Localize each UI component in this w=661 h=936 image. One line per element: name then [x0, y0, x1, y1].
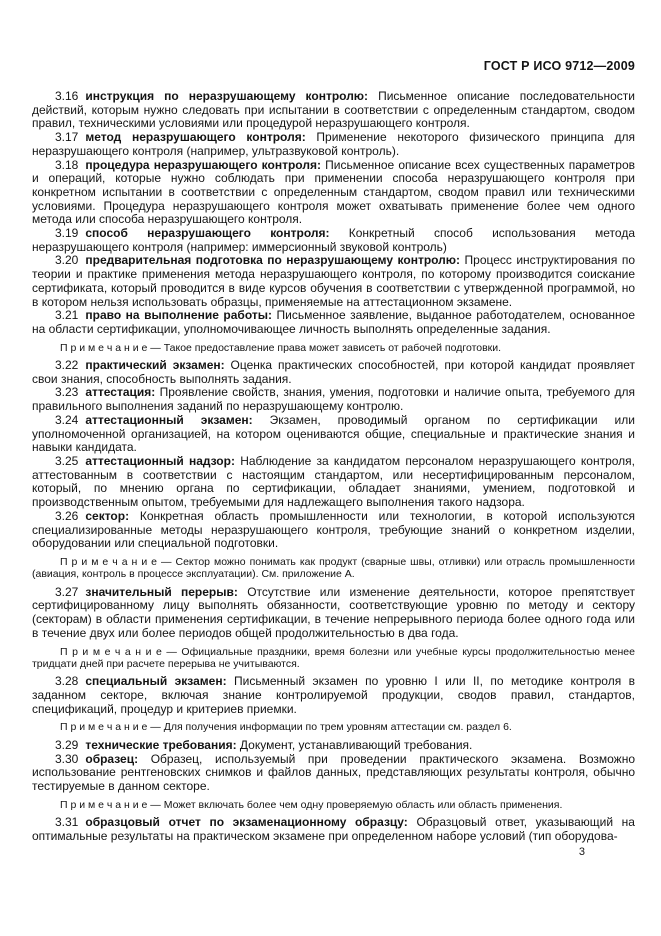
term-definition [32, 227, 635, 254]
term-definition [32, 739, 635, 753]
document-body [32, 90, 635, 843]
term-definition [32, 816, 635, 843]
term-definition [32, 753, 635, 794]
term-definition [32, 359, 635, 386]
term-number: 3.30 [55, 751, 79, 766]
term-text: Письменное описание всех существенных параметров и операций, которые нужно соблюдать при применении способа неразрушающего контроля при конкретном испытании в соответствии с определенным стандартом, сводом правил или техническими условиями. Процедура неразрушающего контроля может охватывать применение более чем одного метода или способа неразрушающего контроля. [32, 157, 635, 227]
term-text: Применение некоторого физического принципа для неразрушающего контроля (например, ультразвуковой контроль). [32, 130, 635, 158]
term-number: 3.24 [55, 412, 79, 427]
term-number: 3.17 [55, 130, 79, 145]
term-number: 3.19 [55, 226, 79, 241]
term-text: Наблюдение за кандидатом персоналом неразрушающего контроля, аттестованным в соответствии с настоящим стандартом, или несертифицированным персоналом, который, по мнению органа по сертификации, обладает знаниями, умением, подготовкой и производственным опытом, требуемыми для надлежащего выполнения такого надзора. [32, 453, 635, 510]
term-title: аттестация: [85, 385, 156, 400]
term-number: 3.28 [55, 674, 79, 689]
term-definition [32, 414, 635, 455]
term-title: процедура неразрушающего контроля: [85, 157, 321, 172]
term-title: практический экзамен: [85, 358, 225, 373]
note-paragraph: П р и м е ч а н и е — Может включать более чем одну проверяемую область или область применения. [60, 798, 563, 811]
document-header [32, 59, 635, 73]
term-text: Письменный экзамен по уровню I или II, по методике контроля в заданном секторе, включая знание контролируемой продукции, сводов правил, стандартов, спецификаций, процедур и критериев приемки. [32, 674, 635, 716]
term-definition [32, 586, 635, 641]
term-text: Экзамен, проводимый органом по сертификации или уполномоченной организацией, на котором оцениваются общие, специальные и практические знания и навыки кандидата. [32, 412, 635, 455]
term-number: 3.29 [55, 737, 79, 752]
term-number: 3.27 [55, 584, 79, 599]
term-title: сектор: [85, 508, 130, 523]
term-number: 3.16 [55, 89, 79, 103]
term-text: Процесс инструктирования по теории и практике применения метода неразрушающего контроля, по которому производится соискание сертификата, который проводится в виде курсов обучения в соответствии с утвержденной программой, но в котором нельзя использовать образцы, применяемые на аттестационном экзамене. [32, 253, 636, 309]
term-text: Отсутствие или изменение деятельности, которое препятствует сертифицированному лицу выполнять обязанности, соответствующие уровню по методу и сектору (секторам) в области применения сертификации, в течение непрерывного периода более одного года или в течение двух или более периодов общей продолжительностью в два года. [32, 584, 635, 640]
term-title: инструкция по неразрушающему контролю: [85, 89, 369, 103]
term-number: 3.25 [55, 453, 79, 468]
term-title: аттестационный надзор: [85, 453, 235, 468]
term-text: Конкретный способ использования метода неразрушающего контроля (например: иммерсионный звуковой контроль) [32, 226, 635, 254]
standard-number: ГОСТ Р ИСО 9712—2009 [483, 59, 635, 73]
term-title: образец: [85, 751, 139, 766]
term-number: 3.22 [55, 358, 79, 373]
term-title: специальный экзамен: [85, 674, 227, 689]
term-definition [32, 386, 635, 413]
term-definition [32, 309, 635, 336]
term-definition [32, 90, 635, 131]
page-number: 3 [578, 846, 585, 858]
note-paragraph: П р и м е ч а н и е — Официальные праздники, время болезни или учебные курсы продолжительностью менее тридцати дней при расчете перерыва не учитываются. [32, 645, 635, 670]
term-title: право на выполнение работы: [85, 308, 272, 323]
term-definition [32, 675, 635, 716]
term-text: Конкретная область промышленности или технологии, в которой используются специализированные методы неразрушающего контроля, требующие знаний о конкретном изделии, оборудовании или специальной подготовки. [32, 508, 635, 551]
term-definition [32, 254, 635, 309]
term-text: Оценка практических способностей, при которой кандидат проявляет свои знания, способность выполнять задания. [32, 358, 635, 386]
term-title: значительный перерыв: [85, 584, 238, 599]
term-text: Письменное описание последовательности действий, которым нужно следовать при испытании в соответствии с определенным стандартом, сводом правил, техническими условиями или процедурой неразрушающего контроля. [32, 89, 635, 131]
term-text: Письменное заявление, выданное работодателем, основанное на области сертификации, уполномочивающее личность выполнять определенные задания. [32, 308, 635, 336]
term-number: 3.20 [55, 253, 79, 268]
term-text: Образец, используемый при проведении практического экзамена. Возможно использование рентгеновских снимков и файлов данных, представляющих результаты контроля, обычно тестируемые в данном секторе. [32, 751, 635, 793]
term-number: 3.31 [55, 815, 79, 830]
term-title: образцовый отчет по экзаменационному образцу: [85, 815, 408, 830]
term-definition [32, 455, 635, 510]
term-text: Образцовый ответ, указывающий на оптимальные результаты на практическом экзамене при определенном наборе условий (тип оборудова- [32, 815, 635, 843]
term-number: 3.23 [55, 385, 79, 400]
term-number: 3.26 [55, 508, 79, 523]
term-definition [32, 159, 635, 228]
note-paragraph: П р и м е ч а н и е — Такое предоставление права может зависеть от рабочей подготовки. [60, 341, 502, 354]
term-definition [32, 131, 635, 158]
term-text: Документ, устанавливающий требования. [239, 737, 473, 752]
term-title: способ неразрушающего контроля: [85, 226, 330, 241]
note-paragraph: П р и м е ч а н и е — Для получения информации по трем уровням аттестации см. раздел 6. [60, 721, 512, 734]
term-number: 3.18 [55, 157, 79, 172]
term-definition [32, 510, 635, 551]
term-title: предварительная подготовка по неразрушающему контролю: [85, 253, 461, 268]
note-paragraph: П р и м е ч а н и е — Сектор можно понимать как продукт (сварные швы, отливки) или отрасль промышленности (авиация, контроль в процессе эксплуатации). См. приложение А. [32, 555, 635, 581]
term-title: технические требования: [85, 737, 237, 752]
term-text: Проявление свойств, знания, умения, подготовки и наличие опыта, требуемого для правильного выполнения заданий по неразрушающему контролю. [32, 385, 635, 414]
term-title: метод неразрушающего контроля: [85, 130, 306, 145]
term-number: 3.21 [55, 308, 79, 323]
term-title: аттестационный экзамен: [85, 412, 253, 427]
